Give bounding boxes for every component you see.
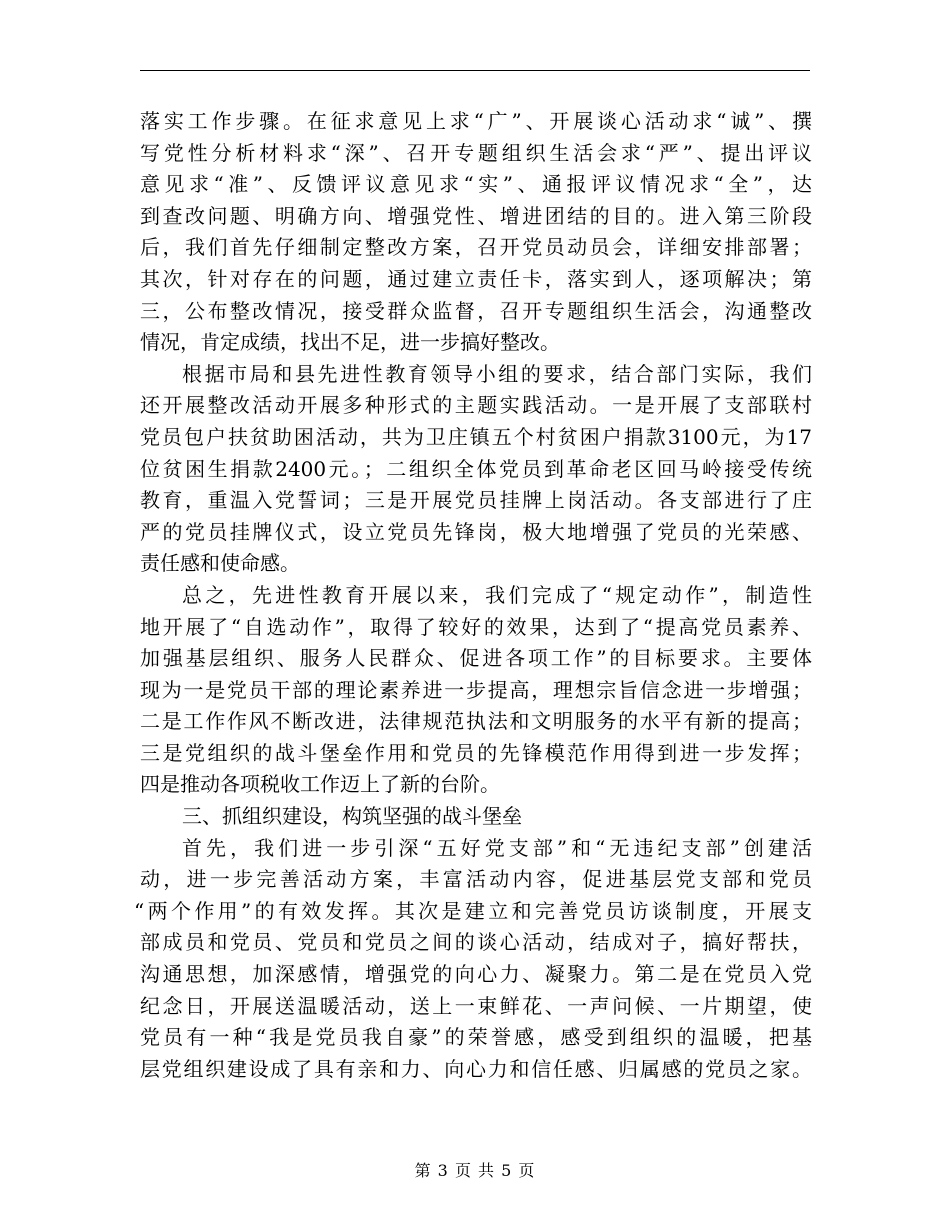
text-line: 现为一是党员干部的理论素养进一步提高，理想宗旨信念进一步增强； xyxy=(140,677,812,702)
text-line: 层党组织建设成了具有亲和力、向心力和信任感、归属感的党员之家。 xyxy=(140,1056,812,1081)
text-line: 落实工作步骤。在征求意见上求“广”、开展谈心活动求“诚”、撰 xyxy=(140,109,812,133)
text-line: 三、抓组织建设，构筑坚强的战斗堡垒 xyxy=(182,804,522,829)
header-rule xyxy=(140,70,810,71)
text-line: 党员有一种“我是党员我自豪”的荣誉感，感受到组织的温暖，把基 xyxy=(140,1025,812,1050)
text-line: 地开展了“自选动作”，取得了较好的效果，达到了“提高党员素养、 xyxy=(140,614,812,639)
text-line: 责任感和使命感。 xyxy=(140,551,300,576)
text-line: 党员包户扶贫助困活动，共为卫庄镇五个村贫困户捐款3100元，为17 xyxy=(140,424,812,449)
text-line: 部成员和党员、党员和党员之间的谈心活动，结成对子，搞好帮扶， xyxy=(140,930,812,955)
text-line: 动，进一步完善活动方案，丰富活动内容，促进基层党支部和党员 xyxy=(140,867,812,892)
text-line: 三是党组织的战斗堡垒作用和党员的先锋模范作用得到进一步发挥； xyxy=(140,740,812,765)
text-line: 情况，肯定成绩，找出不足，进一步搞好整改。 xyxy=(140,330,560,355)
text-line: 位贫困生捐款2400元。；二组织全体党员到革命老区回马岭接受传统 xyxy=(140,456,812,481)
text-line: 首先，我们进一步引深“五好党支部”和“无违纪支部”创建活 xyxy=(182,835,812,860)
text-line: 三，公布整改情况，接受群众监督，召开专题组织生活会，沟通整改 xyxy=(140,298,812,323)
text-line: 二是工作作风不断改进，法律规范执法和文明服务的水平有新的提高； xyxy=(140,709,812,734)
text-line: 教育，重温入党誓词；三是开展党员挂牌上岗活动。各支部进行了庄 xyxy=(140,488,812,513)
text-line: 到查改问题、明确方向、增强党性、增进团结的目的。进入第三阶段 xyxy=(140,203,812,228)
text-line: 严的党员挂牌仪式，设立党员先锋岗，极大地增强了党员的光荣感、 xyxy=(140,519,812,544)
document-body xyxy=(134,106,812,1085)
text-line: 写党性分析材料求“深”、召开专题组织生活会求“严”、提出评议 xyxy=(140,140,812,165)
text-line: 意见求“准”、反馈评议意见求“实”、通报评议情况求“全”，达 xyxy=(140,172,812,197)
text-line: 四是推动各项税收工作迈上了新的台阶。 xyxy=(140,772,500,797)
text-line: 其次，针对存在的问题，通过建立责任卡，落实到人，逐项解决；第 xyxy=(140,266,812,291)
text-line: 还开展整改活动开展多种形式的主题实践活动。一是开展了支部联村 xyxy=(140,393,812,418)
text-line: 加强基层组织、服务人民群众、促进各项工作”的目标要求。主要体 xyxy=(140,646,812,671)
page-footer: 第 3 页 共 5 页 xyxy=(414,1161,536,1180)
text-line: 后，我们首先仔细制定整改方案，召开党员动员会，详细安排部署； xyxy=(140,235,812,260)
text-line: “两个作用”的有效发挥。其次是建立和完善党员访谈制度，开展支 xyxy=(134,898,812,923)
text-line: 根据市局和县先进性教育领导小组的要求，结合部门实际，我们 xyxy=(182,361,812,386)
text-line: 纪念日，开展送温暖活动，送上一束鲜花、一声问候、一片期望，使 xyxy=(140,993,812,1018)
text-line: 总之，先进性教育开展以来，我们完成了“规定动作”，制造性 xyxy=(182,582,812,607)
text-line: 沟通思想，加深感情，增强党的向心力、凝聚力。第二是在党员入党 xyxy=(140,962,812,987)
